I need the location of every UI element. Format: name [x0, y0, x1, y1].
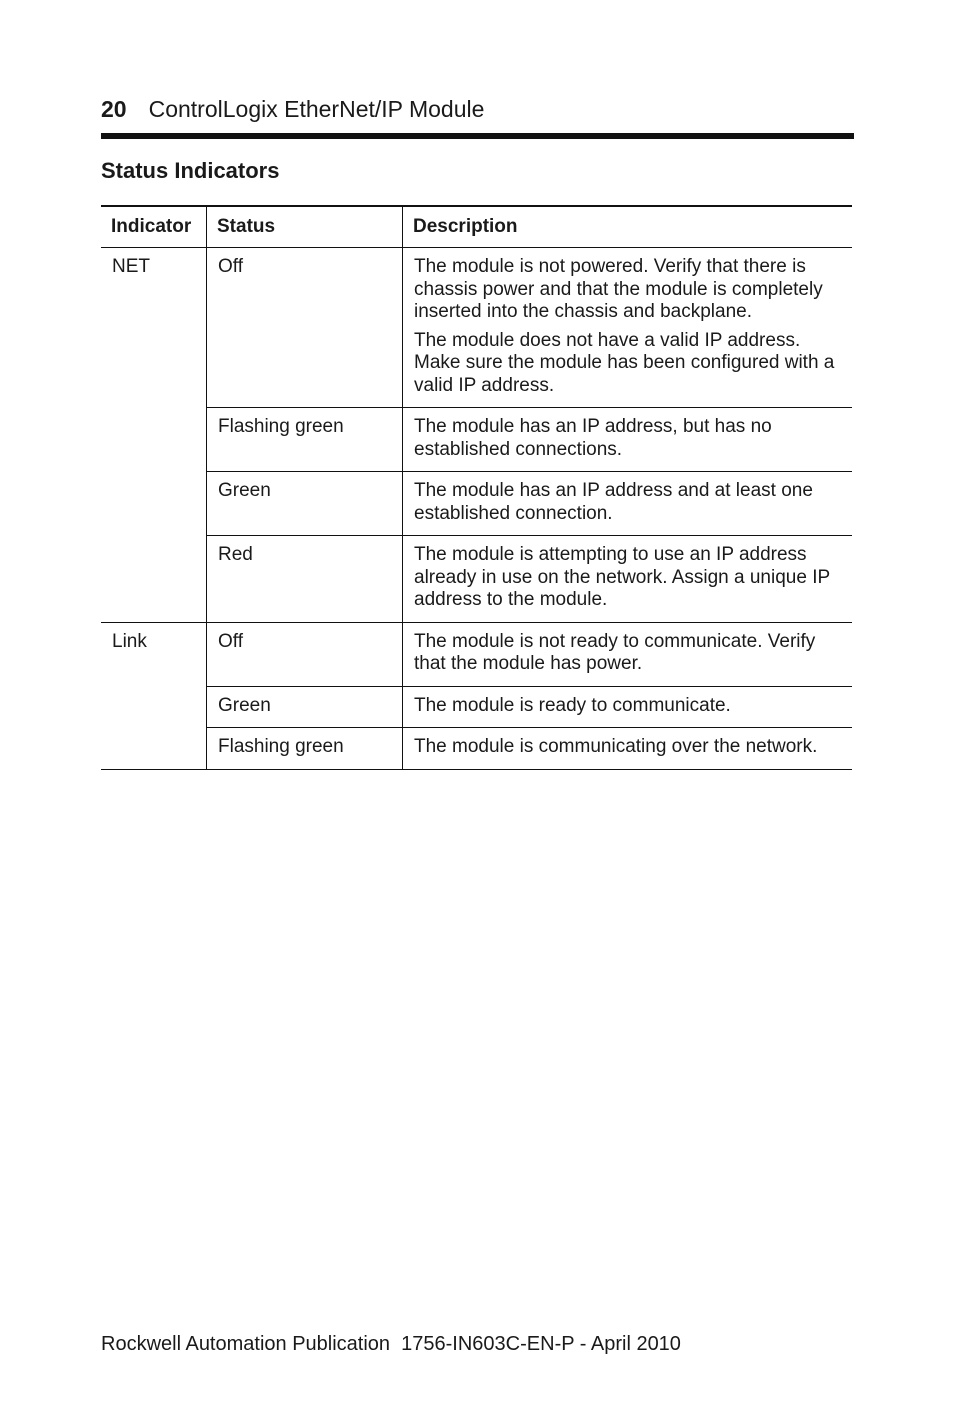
- table-header-row: [101, 206, 852, 248]
- table-row: [101, 622, 852, 686]
- description-text: The module has an IP address, but has no established connections.: [414, 416, 772, 460]
- table-row: [101, 472, 852, 536]
- indicator-cell-link: Link: [101, 622, 207, 769]
- column-header-indicator: Indicator: [101, 206, 207, 248]
- status-indicators-table: [101, 205, 852, 770]
- page-header: [101, 94, 484, 124]
- description-cell: [403, 248, 853, 408]
- description-text: The module is communicating over the network.: [414, 736, 818, 757]
- table-row: [101, 248, 852, 408]
- table-row: [101, 686, 852, 728]
- table-row: [101, 728, 852, 770]
- table-row: [101, 536, 852, 623]
- description-text: The module is attempting to use an IP address already in use on the network. Assign a unique IP address to the module.: [414, 544, 830, 610]
- page-number: 20: [101, 96, 127, 122]
- column-header-status: Status: [207, 206, 403, 248]
- description-cell: [403, 622, 853, 686]
- description-text: The module is not ready to communicate. Verify that the module has power.: [414, 630, 816, 674]
- description-cell: [403, 472, 853, 536]
- document-title: ControlLogix EtherNet/IP Module: [148, 96, 485, 122]
- status-cell: Off: [207, 248, 403, 408]
- indicator-cell-net: NET: [101, 248, 207, 623]
- description-text: The module has an IP address and at least one established connection.: [414, 480, 813, 524]
- status-cell: Off: [207, 622, 403, 686]
- description-cell: [403, 728, 853, 770]
- table-row: [101, 408, 852, 472]
- status-cell: Green: [207, 686, 403, 728]
- header-rule: [101, 133, 854, 139]
- status-cell: Red: [207, 536, 403, 623]
- page-footer: Rockwell Automation Publication 1756-IN603C-EN-P - April 2010: [101, 1333, 681, 1355]
- status-cell: Flashing green: [207, 728, 403, 770]
- description-text: The module does not have a valid IP address. Make sure the module has been configured with a valid IP address.: [414, 329, 835, 396]
- description-cell: [403, 408, 853, 472]
- section-title: Status Indicators: [101, 158, 280, 183]
- description-text: The module is ready to communicate.: [414, 694, 731, 716]
- column-header-description: Description: [403, 206, 853, 248]
- description-text: The module is not powered. Verify that there is chassis power and that the module is completely inserted into the chassis and backplane.: [414, 256, 823, 322]
- description-cell: [403, 686, 853, 728]
- status-cell: Green: [207, 472, 403, 536]
- status-cell: Flashing green: [207, 408, 403, 472]
- description-cell: [403, 536, 853, 623]
